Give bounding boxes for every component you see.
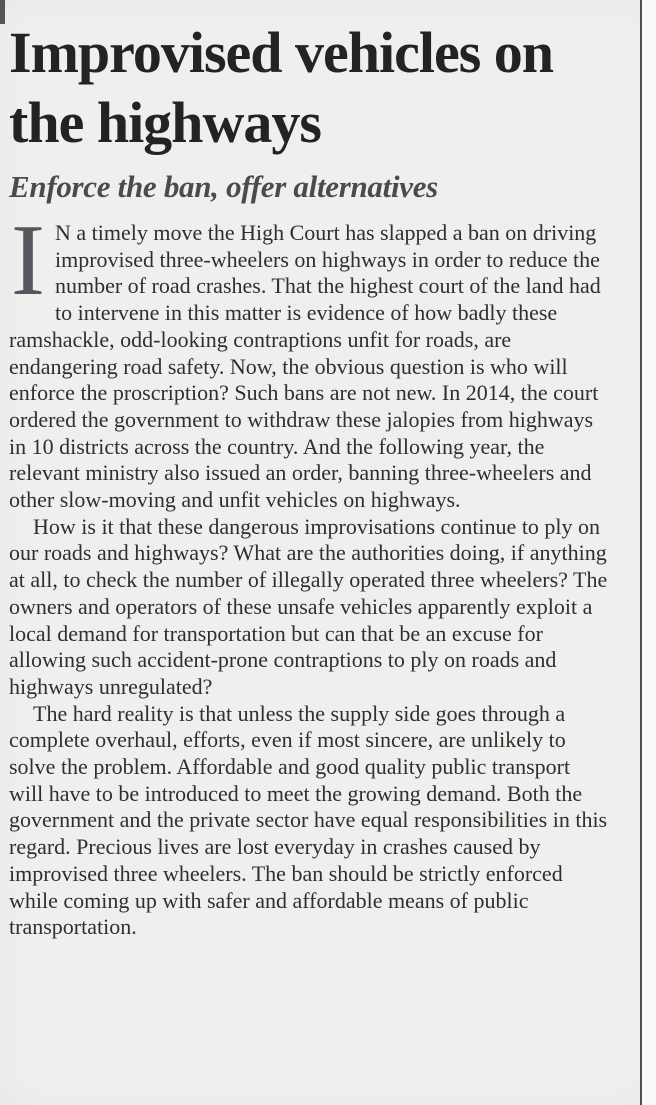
editorial-article xyxy=(9,18,609,941)
article-paragraph-2: How is it that these dangerous improvisations continue to ply on our roads and highways? What are the authorities doing, if anything at all, to check the number of illegally operated three wheelers? The owners and operators of these unsafe vehicles apparently exploit a local demand for transportation but can that be an excuse for allowing such accident-prone contraptions to ply on roads and highways unregulated? xyxy=(9,513,608,699)
left-edge-mark xyxy=(0,0,5,24)
column-rule-divider xyxy=(640,0,642,1105)
article-paragraph-1 xyxy=(9,204,609,514)
article-title: Improvised vehicles on the highways xyxy=(9,20,554,155)
article-subtitle: Enforce the ban, offer alternatives xyxy=(9,169,438,204)
paragraph-1-text: N a timely move the High Court has slapped a ban on driving improvised three-wheelers on highways in order to reduce the number of road crashes. That the highest court of the land had to intervene in this matter is evidence of how badly these ramshackle, odd-looking contraptions unfit for roads, are endangering road safety. Now, the obvious question is who will enforce the proscription? Such bans are not new. In 2014, the court ordered the government to withdraw these jalopies from highways in 10 districts across the country. And the following year, the relevant ministry also issued an order, banning three-wheelers and other slow-moving and unfit vehicles on highways. xyxy=(9,220,601,513)
drop-cap: I xyxy=(11,204,45,317)
article-paragraph-3: The hard reality is that unless the supply side goes through a complete overhaul, efforts, even if most sincere, are unlikely to solve the problem. Affordable and good quality public transport will have to be introduced to meet the growing demand. Both the government and the private sector have equal responsibilities in this regard. Precious lives are lost everyday in crashes caused by improvised three wheelers. The ban should be strictly enforced while coming up with safer and affordable means of public transportation. xyxy=(9,700,608,940)
column-gutter xyxy=(642,0,656,1105)
